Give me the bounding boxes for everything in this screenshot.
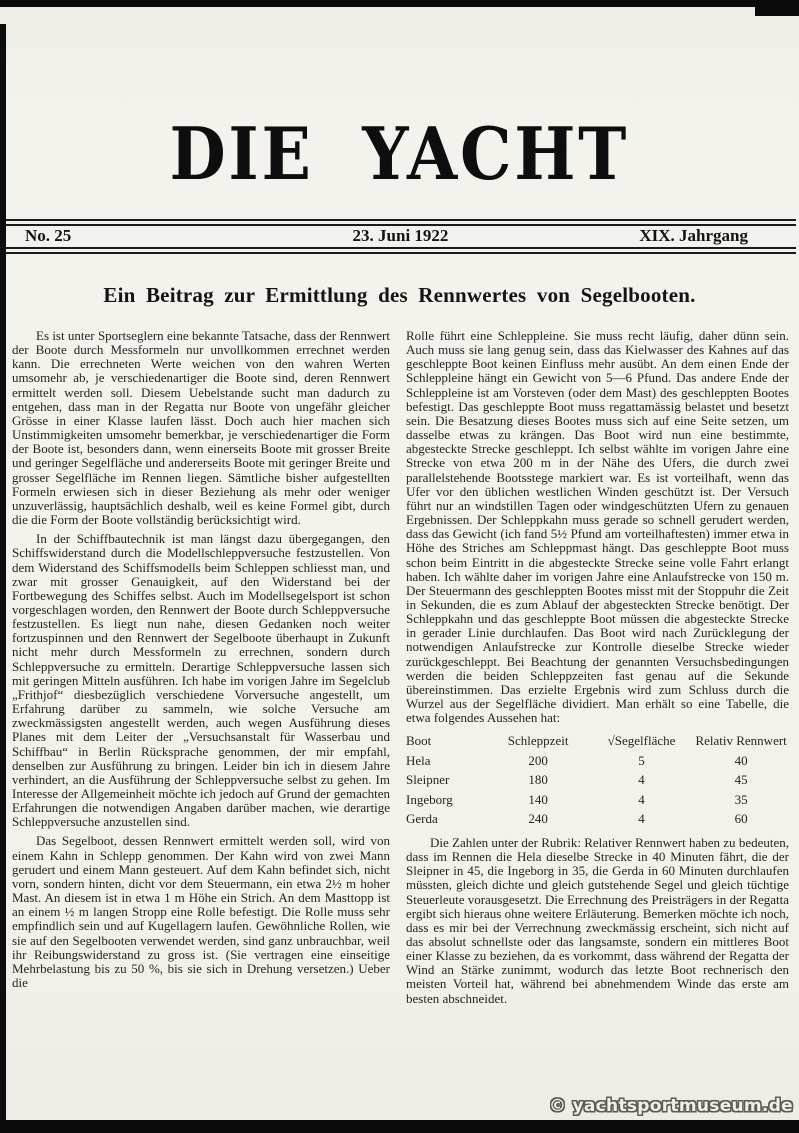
- table-cell: Ingeborg: [406, 791, 453, 807]
- issue-line: [5, 225, 796, 247]
- issue-number: No. 25: [25, 226, 72, 245]
- paragraph: In der Schiffbautechnik ist man längst dazu übergegangen, den Schiffswiderstand durch die Modellschleppversuche festzustellen. Von dem Widerstand des Schiffsmodells beim Schleppen schliesst man, und zwar mit grosser Genauigkeit, auf den Widerstand bei der Fortbewegung des Schiffes selbst. Auch im Modellsegelsport ist schon vorgeschlagen worden, den Rennwert der Boote durch Schleppversuche festzustellen. Es liegt nun nahe, diesen Gedanken noch weiter fortzuspinnen und den Rennwert der Segelboote überhaupt in Zukunft nicht mehr durch Messformeln zu errechnen, sondern durch Schleppversuche zu ermitteln. Derartige Schleppversuche lassen sich mit geringen Mitteln ausführen. Ich habe im vorigen Jahre im Segelclub „Frithjof“ diesbezüglich verschiedene Vorversuche angestellt, um Erfahrung darüber zu sammeln, wie solche Versuche am zweckmässigsten angestellt werden, auch wegen Ausführung dieses Planes mit dem Leiter der „Versuchsanstalt für Wasserbau und Schiffbau“ in Berlin Rücksprache genommen, der mir empfahl, denselben zur Ausführung zu bringen. Leider bin ich in diesem Jahre verhindert, an die Ausführung der Schleppversuche selbst zu gehen. Im Interesse der Allgemeinheit möchte ich jedoch auf Grund der gemachten Erfahrungen die notwendigen Angaben darüber machen, wie derartige Schleppversuche anzustellen sind.: [12, 531, 390, 830]
- table-cell: 40: [734, 752, 748, 768]
- paragraph-continuation: Rolle führt eine Schleppleine. Sie muss recht läufig, daher dünn sein. Auch muss sie lang genug sein, dass das Kielwasser des Kahnes auf das geschleppte Boot keinen Einfluss mehr ausübt. An dem einen Ende der Schleppleine hängt ein Gewicht von 5—6 Pfund. Das andere Ende der Schleppleine ist am Vorsteven (oder dem Mast) des geschleppten Bootes befestigt. Das geschleppte Boot muss regattamässig belastet und besetzt sein. Die Besatzung dieses Bootes muss sich auf eine Seite setzen, um dasselbe etwas zu krängen. Das Boot wird nun eine bestimmte, abgesteckte Strecke geschleppt. Ich selbst wählte im vorigen Jahre eine Strecke von etwa 200 m in der Nähe des Ufers, die durch zwei parallelstehende Bootsstege markiert war. Es ist vorteilhaft, wenn das Ufer vor den üblichen westlichen Winden geschützt ist. Der Versuch führt nur an windstillen Tagen oder windgeschützten Ufern zu genauen Ergebnissen. Der Schleppkahn muss gerade so schnell gerudert werden, dass das Gewicht (ich fand 5½ Pfund am vorteilhaftesten) immer etwa in Höhe des Striches am Schleppmast hängt. Das geschleppte Boot muss schon beim Eintritt in die abgesteckte Strecke seine volle Fahrt erlangt haben. Ich wählte daher im vorigen Jahre eine Anlaufstrecke von 150 m. Der Steuermann des geschleppten Bootes misst mit der Stoppuhr die Zeit in Sekunden, die es zum Ablauf der abgesteckten Strecke benötigt. Der Schleppkahn und das geschleppte Boot müssen die abgesteckte Strecke in gerader Linie durchlaufen. Das Boot wird nach Zurücklegung der notwendigen Anlaufstrecke zur Kontrolle dieselbe Strecke wieder zurückgeschleppt. Bei Beachtung der genannten Versuchsbedingungen werden die beiden Schleppzeiten fast genau auf die Sekunde übereinstimmen. Das erzielte Ergebnis wird zum Schluss durch die Wurzel aus der Segelfläche dividiert. Man erhält so eine Tabelle, die etwa folgendes Aussehen hat:: [406, 328, 789, 726]
- paragraph: Das Segelboot, dessen Rennwert ermittelt werden soll, wird von einem Kahn in Schlepp genommen. Der Kahn wird von zwei Mann gerudert und einem Mann gesteuert. Auf dem Kahn befindet sich, nicht vorn, sondern hinten, dicht vor dem Steuermann, ein etwa 2½ m hoher Mast. An diesem ist in etwa 1 m Höhe ein Strich. An dem Masttopp ist an einem ½ m langen Stropp eine Rolle befestigt. Die Rolle muss sehr empfindlich sein und auf Kugellagern laufen. Gewöhnliche Rollen, wie sie auf den Segelbooten verwendet werden, sind ganz unbrauchbar, weil ihr Reibungswiderstand zu gross ist. (Sie vertragen eine einseitige Mehrbelastung bis zu 50 %, bis sie sich in Drehung versetzen.) Ueber die: [12, 833, 390, 991]
- table-cell: Sleipner: [406, 772, 450, 788]
- table-cell: 180: [528, 772, 548, 788]
- table-cell: 4: [638, 811, 645, 827]
- masthead-title-text: DIE YACHT: [169, 111, 630, 196]
- table-header-row: [406, 731, 789, 751]
- table-row: [406, 751, 789, 771]
- header-rule-bottom: [5, 247, 796, 254]
- table-cell: 45: [734, 772, 748, 788]
- scan-edge-top-right: [755, 0, 799, 16]
- table-header-segelflaeche: √Segelfläche: [607, 733, 676, 749]
- table-cell: 4: [638, 791, 645, 807]
- table-row: [406, 770, 789, 790]
- table-cell: 140: [528, 791, 548, 807]
- table-header-boot: Boot: [406, 733, 432, 749]
- scan-edge-top: [0, 0, 799, 7]
- table-row: [406, 790, 789, 810]
- right-column: [406, 329, 789, 1006]
- table-row: [406, 809, 789, 829]
- watermark: © yachtsportmuseum.de: [549, 1096, 793, 1116]
- table-header-schleppzeit: Schleppzeit: [507, 733, 569, 749]
- paragraph: Es ist unter Sportseglern eine bekannte Tatsache, dass der Rennwert der Boote durch Messformeln nur unvollkommen errechnet werden kann. Die errechneten Werte weichen von den wahren Werten umsomehr ab, je verschiedenartiger die Boote sind, deren Rennwert ermittelt werden soll. Diesem Uebelstande sucht man dadurch zu entgehen, dass man in der Regatta nur Boote von ungefähr gleicher Grösse in einer Klasse laufen lässt. Doch auch hier machen sich Unstimmigkeiten umsomehr bemerkbar, je verschiedenartiger die Form der Boote ist, besonders dann, wenn einerseits Boote mit grosser Breite und geringer Segelfläche und andererseits Boote mit geringer Breite und grosser Segelfläche im Rennen liegen. Sämtliche bisher aufgestellten Formeln erwiesen sich in dieser Beziehung als mehr oder weniger unzuverlässig, hauptsächlich deshalb, weil es keine Formel gibt, durch die die Form der Boote vollständig berücksichtigt wird.: [12, 328, 390, 528]
- table-cell: Hela: [406, 752, 431, 768]
- table-cell: 4: [638, 772, 645, 788]
- boat-results-table: [406, 731, 789, 829]
- table-cell: 35: [734, 791, 748, 807]
- scan-edge-bottom: [0, 1120, 799, 1133]
- article-title: Ein Beitrag zur Ermittlung des Rennwertes von Segelbooten.: [103, 283, 696, 307]
- left-column: [12, 329, 390, 990]
- table-cell: 200: [528, 752, 548, 768]
- table-cell: Gerda: [406, 811, 438, 827]
- table-cell: 5: [638, 752, 645, 768]
- table-cell: 60: [734, 811, 748, 827]
- table-cell: 240: [528, 811, 548, 827]
- issue-volume: XIX. Jahrgang: [639, 226, 748, 245]
- paragraph-closing: Die Zahlen unter der Rubrik: Relativer Rennwert haben zu bedeuten, dass im Rennen die Hela dieselbe Strecke in 40 Minuten fährt, die der Sleipner in 45, die Ingeborg in 35, die Gerda in 60 Minuten durchlaufen müssten, gleich dichte und gleich gutstehende Segel und gleich tüchtige Steuerleute vorausgesetzt. Die Errechnung des Preisträgers in der Regatta ergibt sich hieraus ohne weitere Erläuterung. Bemerken möchte ich noch, dass es mir bei der Verrechnung zweckmässig erscheint, sich nicht auf das absolut schnellste oder das langsamste, sondern ein mittleres Boot einer Klasse zu beziehen, da es vorkommt, dass während der Regatta der Wind an Stärke zunimmt, wodurch das letzte Boot rechnerisch den meisten Vorteil hat, während bei abnehmendem Winde das erste am besten abschneidet.: [406, 834, 789, 1006]
- masthead-title: [0, 111, 799, 196]
- issue-date: 23. Juni 1922: [352, 226, 449, 245]
- table-header-rennwert: Relativ Rennwert: [695, 733, 787, 749]
